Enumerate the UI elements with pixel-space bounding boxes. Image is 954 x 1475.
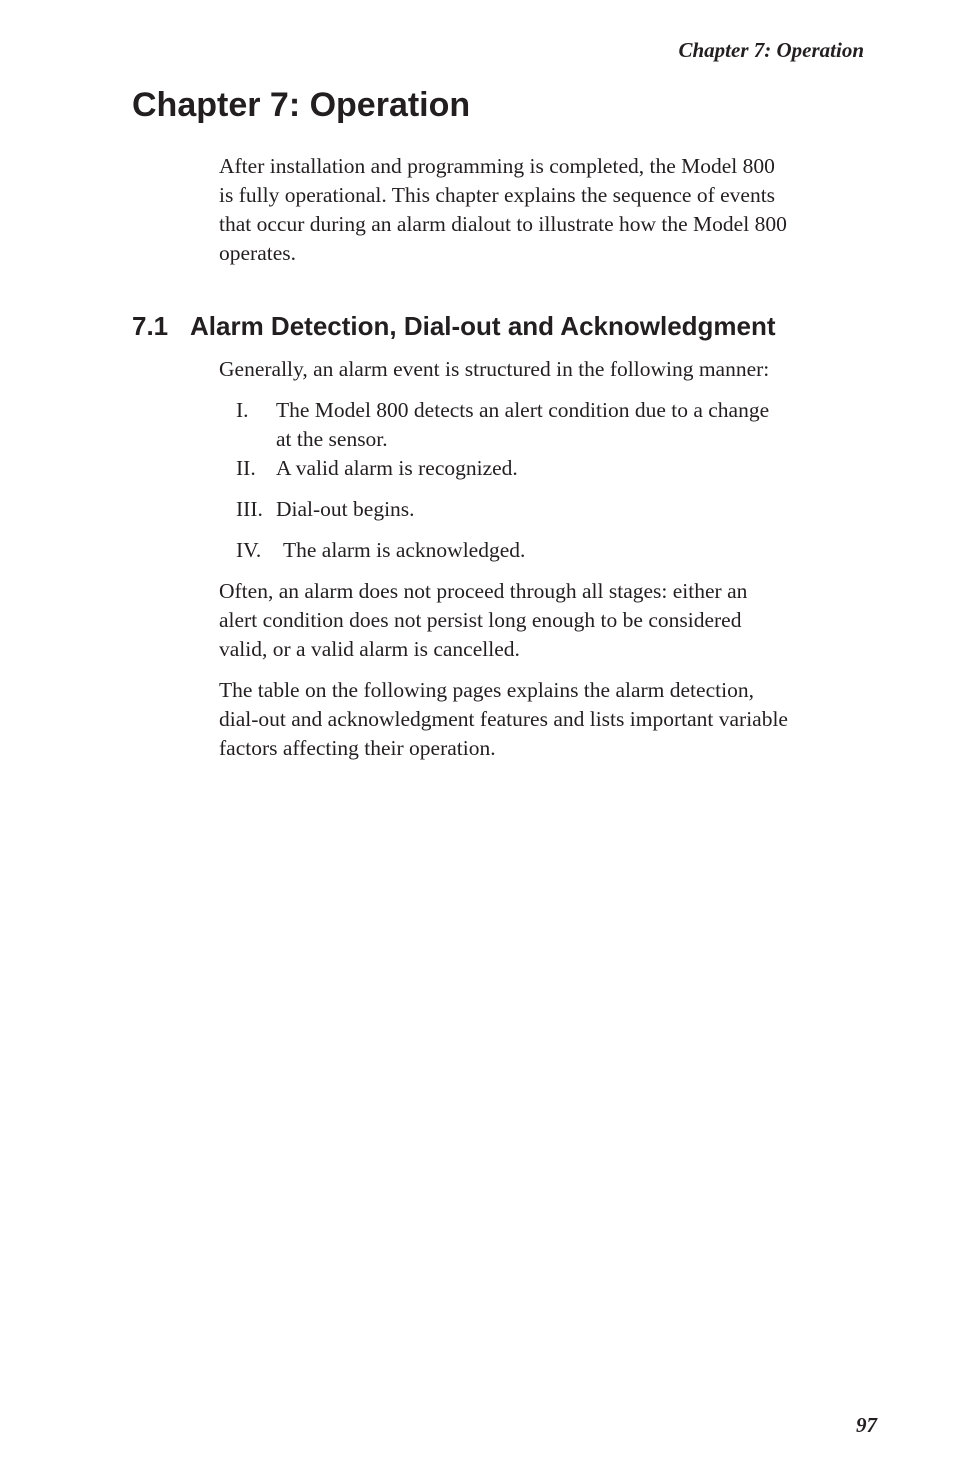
list-item — [236, 536, 856, 565]
intro-line: that occur during an alarm dialout to illustrate how the Model 800 — [219, 212, 787, 236]
chapter-title: Chapter 7: Operation — [132, 86, 471, 124]
intro-paragraph — [219, 152, 869, 268]
often-paragraph — [219, 577, 869, 664]
section-heading — [132, 309, 776, 343]
list-item — [236, 454, 856, 483]
intro-line: operates. — [219, 241, 297, 265]
list-item — [236, 396, 856, 454]
list-item-line: Dial-out begins. — [276, 497, 415, 521]
often-line: valid, or a valid alarm is cancelled. — [219, 637, 520, 661]
list-item-line: The Model 800 detects an alert condition due to a change — [276, 398, 770, 422]
list-item — [236, 495, 856, 524]
running-header: Chapter 7: Operation — [678, 38, 864, 62]
intro-line: After installation and programming is completed, the Model 800 — [219, 154, 775, 178]
list-marker: IV. — [236, 538, 262, 562]
lead-in-paragraph: Generally, an alarm event is structured in the following manner: — [219, 357, 770, 381]
list-marker: III. — [236, 497, 263, 521]
list-item-line: A valid alarm is recognized. — [276, 456, 518, 480]
list-item-line: The alarm is acknowledged. — [283, 538, 526, 562]
page-number: 97 — [856, 1413, 877, 1437]
list-marker: I. — [236, 398, 249, 422]
often-line: Often, an alarm does not proceed through all stages: either an — [219, 579, 748, 603]
section-title: Alarm Detection, Dial-out and Acknowledgment — [190, 311, 776, 341]
table-line: The table on the following pages explains the alarm detection, — [219, 678, 754, 702]
intro-line: is fully operational. This chapter explains the sequence of events — [219, 183, 776, 207]
often-line: alert condition does not persist long enough to be considered — [219, 608, 742, 632]
list-marker: II. — [236, 456, 256, 480]
table-paragraph — [219, 676, 869, 763]
table-line: factors affecting their operation. — [219, 736, 496, 760]
list-item-line: at the sensor. — [276, 427, 388, 451]
table-line: dial-out and acknowledgment features and lists important variable — [219, 707, 788, 731]
section-number: 7.1 — [132, 311, 169, 341]
